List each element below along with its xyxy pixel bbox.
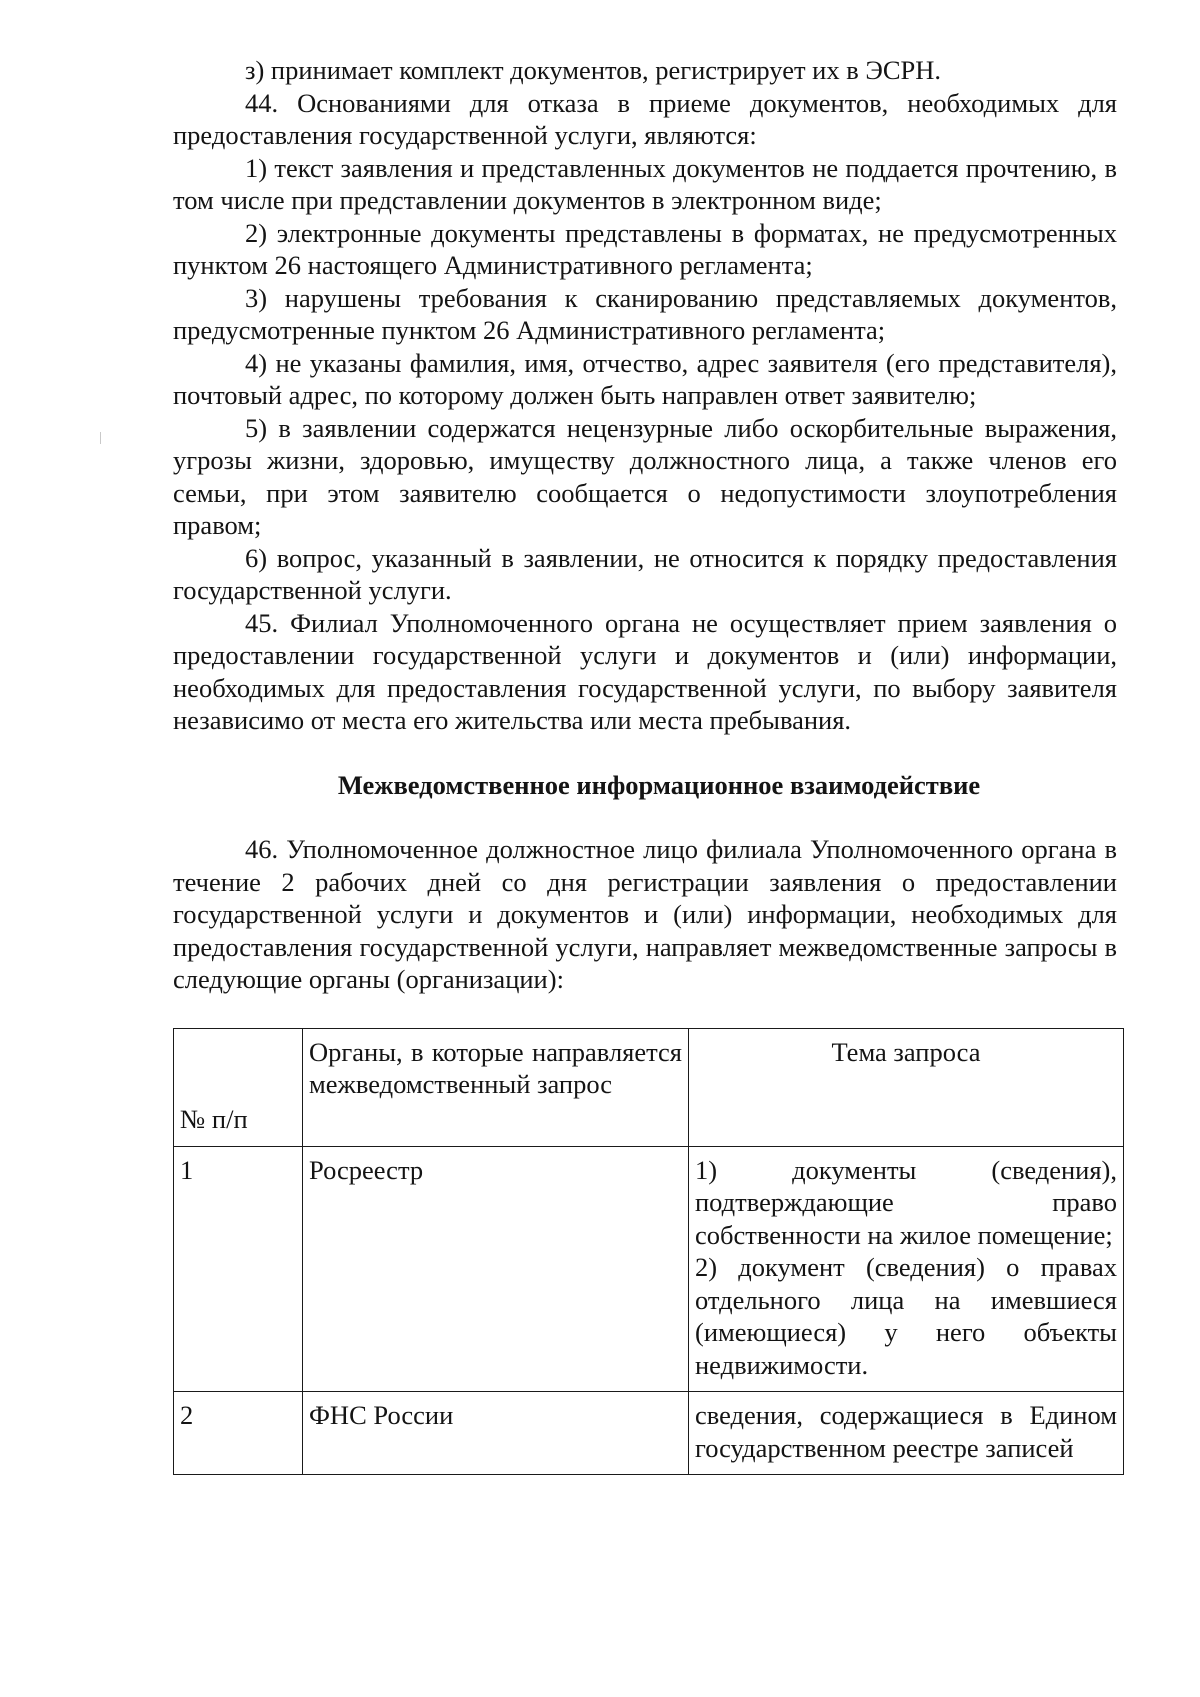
document-body: [173, 54, 1117, 1475]
header-topic: Тема запроса: [689, 1028, 1124, 1146]
paragraph-44-2: 2) электронные документы представлены в форматах, не предусмотренных пунктом 26 настоящего Административного регламента;: [173, 217, 1117, 280]
paragraph-44-1: 1) текст заявления и представленных документов не поддается прочтению, в том числе при представлении документов в электронном виде;: [173, 152, 1117, 215]
scan-mark: [100, 432, 101, 444]
paragraph-44: 44. Основаниями для отказа в приеме документов, необходимых для предоставления государственной услуги, являются:: [173, 87, 1117, 150]
requests-table: [173, 1028, 1124, 1476]
row-num: 1: [174, 1146, 303, 1392]
row-topic: [689, 1392, 1124, 1475]
paragraph-45: 45. Филиал Уполномоченного органа не осуществляет прием заявления о предоставлении государственной услуги и документов и (или) информации, необходимых для предоставления государственной услуги, по выбору заявителя независимо от места его жительства или места пребывания.: [173, 607, 1117, 735]
row-num: 2: [174, 1392, 303, 1475]
paragraph-item-3: з) принимает комплект документов, регистрирует их в ЭСРН.: [245, 55, 942, 85]
paragraph-44-3: 3) нарушены требования к сканированию представляемых документов, предусмотренные пунктом 26 Административного регламента;: [173, 282, 1117, 345]
row-topic-item-1: сведения, содержащиеся в Едином государственном реестре записей: [695, 1400, 1117, 1463]
paragraph-46: 46. Уполномоченное должностное лицо филиала Уполномоченного органа в течение 2 рабочих дней со дня регистрации заявления о предоставлении государственной услуги и документов и (или) информации, необходимых для предоставления государственной услуги, направляет межведомственные запросы в следующие органы (организации):: [173, 834, 1117, 994]
row-organ: ФНС России: [303, 1392, 689, 1475]
row-organ: Росреестр: [303, 1146, 689, 1392]
row-topic: [689, 1146, 1124, 1392]
header-organ: Органы, в которые направляется межведомственный запрос: [303, 1028, 689, 1146]
paragraph-44-4: 4) не указаны фамилия, имя, отчество, адрес заявителя (его представителя), почтовый адрес, по которому должен быть направлен ответ заявителю;: [173, 347, 1117, 410]
row-topic-item-2: 2) документ (сведения) о правах отдельного лица на имевшиеся (имеющиеся) у него объекты недвижимости.: [695, 1252, 1117, 1380]
table-row: [174, 1146, 1124, 1392]
table-header-row: [174, 1028, 1124, 1146]
section-heading: Межведомственное информационное взаимодействие: [337, 769, 981, 800]
table-row: [174, 1392, 1124, 1475]
paragraph-44-5: 5) в заявлении содержатся нецензурные либо оскорбительные выражения, угрозы жизни, здоровью, имуществу должностного лица, а также членов его семьи, при этом заявителю сообщается о недопустимости злоупотребления правом;: [173, 412, 1117, 540]
row-topic-item-1: 1) документы (сведения), подтверждающие право собственности на жилое помещение;: [695, 1154, 1117, 1250]
header-num: № п/п: [174, 1028, 303, 1146]
paragraph-44-6: 6) вопрос, указанный в заявлении, не относится к порядку предоставления государственной услуги.: [173, 542, 1117, 605]
